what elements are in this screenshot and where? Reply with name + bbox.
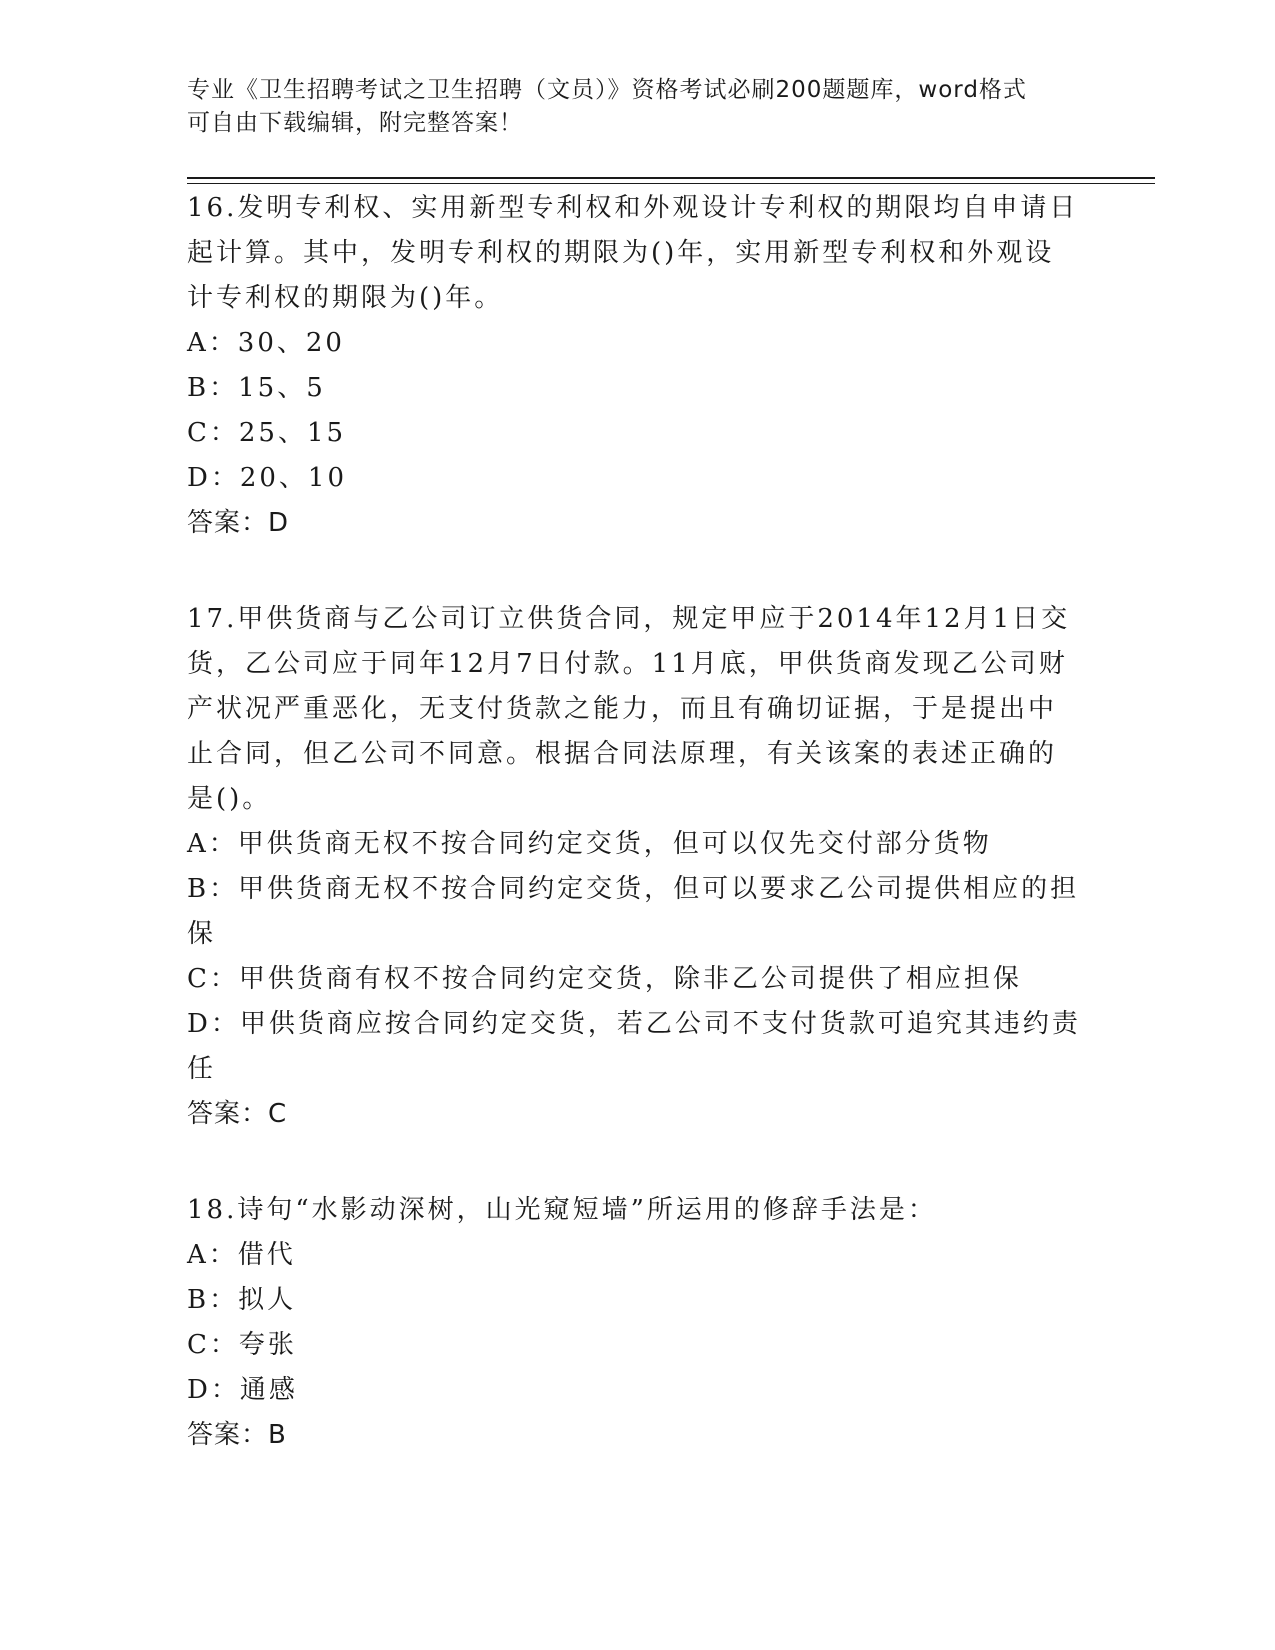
- question-stem-line: 16.发明专利权、实用新型专利权和外观设计专利权的期限均自申请日: [187, 193, 1079, 223]
- question-stem-line: 货，乙公司应于同年12月7日付款。11月底，甲供货商发现乙公司财: [187, 649, 1068, 679]
- option-d-continued: 任: [187, 1054, 217, 1084]
- question-17: [187, 597, 1087, 1137]
- header-line-2: 可自由下载编辑，附完整答案！: [187, 110, 523, 136]
- option-d: D：甲供货商应按合同约定交货，若乙公司不支付货款可追究其违约责: [187, 1009, 1081, 1039]
- option-c: C：夸张: [187, 1330, 297, 1360]
- option-a: A：借代: [187, 1240, 296, 1270]
- question-stem-line: 17.甲供货商与乙公司订立供货合同，规定甲应于2014年12月1日交: [187, 604, 1071, 634]
- question-stem-line: 产状况严重恶化，无支付货款之能力，而且有确切证据，于是提出中: [187, 694, 1058, 724]
- option-a: A：30、20: [187, 328, 345, 358]
- option-b-continued: 保: [187, 919, 217, 949]
- option-d: D：20、10: [187, 463, 348, 493]
- option-d: D：通感: [187, 1375, 298, 1405]
- option-b: B：15、5: [187, 373, 326, 403]
- question-16: [187, 186, 1087, 546]
- answer: 答案：B: [187, 1420, 287, 1450]
- option-c: C：25、15: [187, 418, 347, 448]
- question-18: [187, 1188, 1087, 1458]
- question-stem-line: 18.诗句“水影动深树，山光窥短墙”所运用的修辞手法是：: [187, 1195, 937, 1225]
- document-header: [187, 74, 1087, 140]
- question-stem-line: 止合同，但乙公司不同意。根据合同法原理，有关该案的表述正确的: [187, 739, 1058, 769]
- option-c: C：甲供货商有权不按合同约定交货，除非乙公司提供了相应担保: [187, 964, 1022, 994]
- header-line-1: 专业《卫生招聘考试之卫生招聘（文员）》资格考试必刷200题题库，word格式: [187, 77, 1027, 103]
- question-stem-line: 起计算。其中，发明专利权的期限为()年，实用新型专利权和外观设: [187, 238, 1055, 268]
- header-divider-thick: [187, 177, 1155, 179]
- answer: 答案：C: [187, 1099, 288, 1129]
- answer: 答案：D: [187, 508, 290, 538]
- option-b: B：拟人: [187, 1285, 297, 1315]
- question-stem-line: 是()。: [187, 784, 272, 814]
- question-stem-line: 计专利权的期限为()年。: [187, 283, 504, 313]
- option-a: A：甲供货商无权不按合同约定交货，但可以仅先交付部分货物: [187, 829, 992, 859]
- header-divider-thin: [187, 183, 1155, 184]
- option-b: B：甲供货商无权不按合同约定交货，但可以要求乙公司提供相应的担: [187, 874, 1080, 904]
